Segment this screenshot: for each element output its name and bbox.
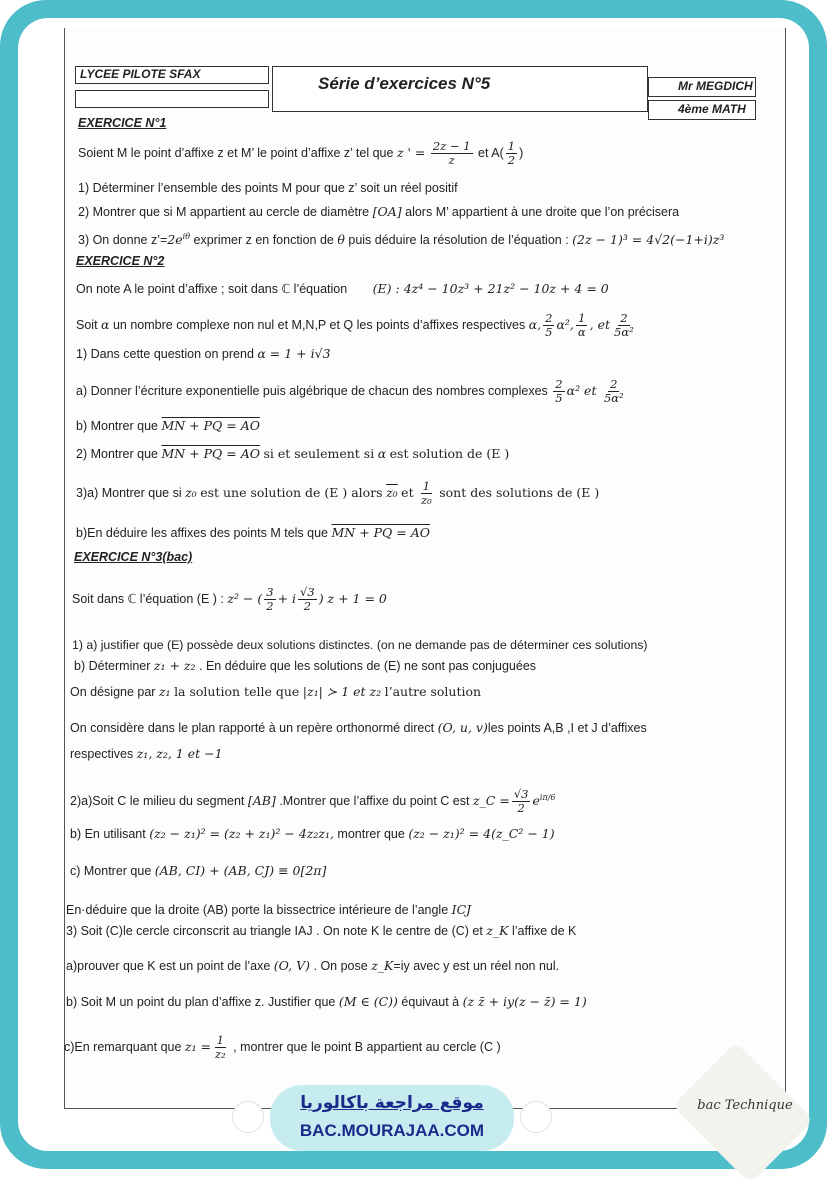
ex2-l5 bbox=[76, 418, 260, 433]
ex2-l3 bbox=[76, 346, 331, 361]
ex3-l14-text: c)En remarquant que bbox=[64, 1040, 182, 1055]
exercise-2-title: EXERCICE N°2 bbox=[76, 254, 165, 268]
ex2-l6 bbox=[76, 446, 509, 461]
ex2-l2 bbox=[76, 312, 638, 339]
ex2-l2-list-b: α², bbox=[556, 317, 574, 333]
ex2-l6-text: 2) Montrer que bbox=[76, 447, 158, 461]
frac-den: 2 bbox=[517, 801, 525, 816]
ex1-point-fraction bbox=[506, 140, 517, 167]
ex3-l7-segment: [AB] bbox=[247, 793, 276, 809]
frac-num: √3 bbox=[300, 585, 315, 599]
ex1-intro-close: ) bbox=[519, 146, 524, 161]
ex3-l4 bbox=[70, 684, 481, 699]
ex3-l4-text-b: la solution telle que bbox=[174, 684, 300, 699]
ex2-l4-frac2 bbox=[602, 378, 626, 405]
ex3-l7-exp: e bbox=[532, 793, 540, 809]
ex2-l8 bbox=[76, 525, 430, 540]
ex3-l1-eq-a: z² − ( bbox=[227, 591, 263, 607]
ex1-intro-text: Soient M le point d’affixe z et M’ le point d’affixe z’ tel que bbox=[78, 146, 394, 161]
frac-num: 2z − 1 bbox=[432, 139, 471, 153]
ex3-l11-zk: z_K bbox=[486, 923, 509, 938]
ex3-l9 bbox=[70, 863, 326, 878]
ex2-l5-text: b) Montrer que bbox=[76, 419, 158, 433]
ex1-q3-text-b: exprimer z en fonction de bbox=[193, 233, 334, 248]
ex2-l7-text-b: est une solution de (E ) alors bbox=[200, 485, 383, 501]
teacher-name: Mr MEGDICH bbox=[678, 79, 753, 93]
ex1-q3-exp: 2e bbox=[167, 232, 183, 248]
ex1-intro-fraction bbox=[431, 140, 473, 167]
class-name: 4ème MATH bbox=[678, 102, 746, 116]
exercise-1-title: EXERCICE N°1 bbox=[78, 116, 167, 130]
badge-text: bac Technique bbox=[697, 1098, 793, 1113]
frac-den: 2 bbox=[266, 599, 274, 614]
ex3-l12-zk: z_K bbox=[371, 958, 394, 973]
frac-den: 2 bbox=[507, 153, 516, 168]
ex2-l1-text: On note A le point d’affixe ; soit dans ℂ l’équation bbox=[76, 282, 348, 296]
ex3-l14 bbox=[64, 1034, 501, 1061]
ex2-l3-equation: α = 1 + i√3 bbox=[257, 346, 331, 361]
ex3-l2: 1) a) justifier que (E) possède deux solutions distinctes. (on ne demande pas de déterminer ces solutions) bbox=[72, 638, 648, 652]
ex3-l7-zc: z_C = bbox=[472, 793, 510, 809]
ex3-l6-text: respectives bbox=[70, 747, 134, 761]
ex2-l6-alpha: α bbox=[377, 446, 387, 461]
frac-den: α bbox=[577, 325, 586, 340]
ex3-l6-eq: z₁, z₂, 1 et −1 bbox=[136, 746, 223, 761]
ex3-l8-identity: (z₂ − z₁)² = (z₂ + z₁)² − 4z₂z₁, bbox=[149, 826, 334, 841]
ex3-l10 bbox=[66, 902, 471, 917]
ex3-l13 bbox=[66, 994, 587, 1009]
ex2-l8-text: b)En déduire les affixes des points M tels que bbox=[76, 526, 328, 540]
ex3-l9-angles: (AB, CI) + (AB, CJ) ≡ 0[2π] bbox=[154, 863, 327, 878]
ex2-l4-text: a) Donner l’écriture exponentielle puis algébrique de chacun des nombres complexes bbox=[76, 384, 548, 399]
school-name: LYCEE PILOTE SFAX bbox=[80, 67, 201, 81]
ex3-l12-text: a)prouver que K est un point de l’axe bbox=[66, 959, 271, 973]
ex1-q1: 1) Déterminer l’ensemble des points M pour que z’ soit un réel positif bbox=[78, 181, 458, 195]
frac-num: 1 bbox=[216, 1033, 224, 1047]
ex3-l7-text-b: .Montrer que l’affixe du point C est bbox=[279, 794, 470, 809]
ex2-l8-vector-eq: MN + PQ = AO bbox=[331, 525, 430, 540]
site-url[interactable]: BAC.MOURAJAA.COM bbox=[299, 1121, 485, 1140]
frac-den: 5α² bbox=[603, 391, 624, 406]
ex2-l7-z0-conjugate: z₀ bbox=[386, 485, 398, 501]
ex1-q3-sup: iθ bbox=[182, 232, 191, 241]
paper bbox=[18, 18, 809, 1151]
ex3-l14-z1: z₁ = bbox=[184, 1039, 211, 1055]
ex1-q2 bbox=[78, 204, 679, 219]
ex3-l11 bbox=[66, 923, 576, 938]
ex3-l13-text: b) Soit M un point du plan d’affixe z. Justifier que bbox=[66, 995, 336, 1009]
ex2-l7 bbox=[76, 480, 599, 507]
frac-num: 1 bbox=[422, 479, 431, 493]
school-box-blank bbox=[75, 90, 269, 108]
ex1-intro bbox=[78, 140, 523, 167]
ex3-l4-z1: z₁ bbox=[158, 684, 171, 699]
ex3-l7 bbox=[70, 788, 556, 815]
ex3-l13-membership: (M ∈ (C)) bbox=[338, 994, 398, 1009]
ex1-intro-point: et A( bbox=[478, 146, 504, 161]
ex3-l1-eq-c: ) z + 1 = 0 bbox=[318, 591, 387, 607]
frac-den: z₀ bbox=[421, 493, 432, 508]
ex3-l14-text-b: , montrer que le point B appartient au cercle (C ) bbox=[233, 1040, 501, 1055]
ex3-l12-axis: (O, V) bbox=[273, 958, 311, 973]
ex3-l4-eq: |z₁| ≻ 1 et z₂ bbox=[302, 684, 382, 699]
frac-num: 2 bbox=[555, 377, 563, 391]
ex2-l4 bbox=[76, 378, 628, 405]
ex2-l5-vector-eq: MN + PQ = AO bbox=[161, 418, 260, 433]
ex3-l11-text: 3) Soit (C)le cercle circonscrit au triangle IAJ . On note K le centre de (C) et bbox=[66, 924, 483, 938]
ex3-l14-frac bbox=[213, 1034, 228, 1061]
ex3-l8-text-b: montrer que bbox=[337, 827, 405, 841]
logo-left-icon bbox=[232, 1101, 264, 1133]
ex2-l7-text-d: sont des solutions de (E ) bbox=[439, 485, 600, 501]
site-arabic-name: موقع مراجعة باكالوريا bbox=[300, 1093, 484, 1113]
ex1-q2-text-end: alors M’ appartient à une droite que l’on précisera bbox=[405, 205, 680, 219]
ex3-l7-text: 2)a)Soit C le milieu du segment bbox=[70, 794, 245, 809]
ex3-l4-text-c: l’autre solution bbox=[384, 684, 482, 699]
ex3-l9-text: c) Montrer que bbox=[70, 864, 152, 878]
ex2-l4-frac1 bbox=[553, 378, 564, 405]
ex3-l3 bbox=[74, 658, 536, 673]
frac-num: √3 bbox=[513, 787, 529, 801]
ex2-l2-frac3 bbox=[612, 312, 636, 339]
logo-right-icon bbox=[520, 1101, 552, 1133]
ex2-equation-E: (E) : 4z⁴ − 10z³ + 21z² − 10z + 4 = 0 bbox=[372, 281, 609, 296]
ex1-q3-equation: (2z − 1)³ = 4√2(−1+i)z³ bbox=[572, 232, 725, 248]
ex3-l10-angle: ICJ bbox=[451, 902, 472, 917]
frac-den: 5 bbox=[555, 391, 563, 406]
ex3-l5-text: On considère dans le plan rapporté à un repère orthonormé direct bbox=[70, 721, 435, 735]
frac-num: 2 bbox=[610, 377, 618, 391]
ex2-l7-z0: z₀ bbox=[185, 485, 197, 501]
ex1-q3-text-c: puis déduire la résolution de l’équation : bbox=[348, 233, 569, 248]
ex2-l3-text: 1) Dans cette question on prend bbox=[76, 347, 254, 361]
frac-num: 2 bbox=[620, 311, 628, 325]
ex3-l4-text: On désigne par bbox=[70, 685, 156, 699]
frac-num: 1 bbox=[578, 311, 586, 325]
frac-num: 1 bbox=[507, 139, 516, 153]
frac-den: 2 bbox=[303, 599, 312, 614]
ex2-l6-text-b: si et seulement si bbox=[263, 446, 375, 461]
exercise-3-title: EXERCICE N°3(bac) bbox=[74, 550, 193, 564]
frac-num: 2 bbox=[545, 311, 553, 325]
page-title: Série d’exercices N°5 bbox=[318, 74, 491, 93]
ex3-l6 bbox=[70, 746, 223, 761]
ex2-l2-frac1 bbox=[543, 312, 554, 339]
ex3-l1-eq-b: + i bbox=[277, 591, 297, 607]
ex3-l5 bbox=[70, 720, 647, 735]
ex3-l7-sup: iπ/6 bbox=[539, 792, 556, 802]
ex1-intro-formula: z ' = bbox=[396, 145, 426, 161]
ex3-l10-text: En·déduire que la droite (AB) porte la bissectrice intérieure de l’angle bbox=[66, 903, 449, 917]
frac-den: z₂ bbox=[214, 1047, 226, 1062]
ex2-l2-list: α, bbox=[528, 317, 542, 333]
ex3-l8-text: b) En utilisant bbox=[70, 827, 146, 841]
ex3-l1-text: Soit dans ℂ l’équation (E ) : bbox=[72, 592, 224, 607]
ex3-l7-frac bbox=[512, 788, 531, 815]
ex3-l12 bbox=[66, 958, 559, 973]
ex3-l8 bbox=[70, 826, 555, 841]
ex2-l2-text: Soit bbox=[76, 318, 98, 333]
ex2-l6-vector-eq: MN + PQ = AO bbox=[161, 446, 260, 461]
ex1-q3-text: 3) On donne z’= bbox=[78, 233, 168, 248]
ex1-q2-segment: [OA] bbox=[372, 204, 402, 219]
ex1-q3 bbox=[78, 232, 724, 247]
ex3-l1-frac2 bbox=[298, 586, 317, 613]
ex1-q3-theta: θ bbox=[337, 232, 345, 248]
frac-num: 3 bbox=[266, 585, 274, 599]
ex2-l2-text-b: un nombre complexe non nul et M,N,P et Q les points d’affixes respectives bbox=[112, 318, 526, 333]
ex1-q2-text: 2) Montrer que si M appartient au cercle de diamètre bbox=[78, 205, 370, 219]
site-banner[interactable] bbox=[270, 1085, 514, 1151]
ex3-l1-frac1 bbox=[264, 586, 275, 613]
ex3-l5-text-b: les points A,B ,I et J d’affixes bbox=[487, 721, 647, 735]
ex3-l5-frame: (O, u, v) bbox=[437, 720, 488, 735]
ex3-l1 bbox=[72, 586, 387, 613]
ex3-l12-text-b: . On pose bbox=[313, 959, 368, 973]
frac-den: z bbox=[448, 153, 455, 168]
ex2-l2-alpha: α bbox=[101, 317, 110, 333]
ex2-l2-frac2 bbox=[576, 312, 588, 339]
ex3-l3-text-b: . En déduire que les solutions de (E) ne sont pas conjuguées bbox=[199, 659, 537, 673]
ex2-l1 bbox=[76, 281, 609, 296]
frac-den: 5α² bbox=[614, 325, 634, 340]
ex3-l3-sum: z₁ + z₂ bbox=[153, 658, 196, 673]
frac-den: 5 bbox=[545, 325, 553, 340]
ex2-l7-frac bbox=[419, 480, 434, 507]
ex3-l12-text-c: =iy avec y est un réel non nul. bbox=[393, 959, 560, 973]
ex2-l6-text-c: est solution de (E ) bbox=[389, 446, 510, 461]
ex3-l11-text-b: l’affixe de K bbox=[511, 924, 577, 938]
ex3-l13-text-b: équivaut à bbox=[401, 995, 460, 1009]
ex3-l8-result: (z₂ − z₁)² = 4(z_C² − 1) bbox=[408, 826, 555, 841]
ex3-l13-equation: (z z̄ + iy(z − z̄) = 1) bbox=[462, 994, 587, 1009]
ex2-l2-list-c: , et bbox=[589, 317, 611, 333]
ex2-l4-text-b: α² et bbox=[566, 383, 597, 399]
ex2-l7-text: 3)a) Montrer que si bbox=[76, 486, 182, 501]
ex3-l3-text: b) Déterminer bbox=[74, 659, 151, 673]
ex2-l7-text-c: et bbox=[401, 485, 414, 501]
